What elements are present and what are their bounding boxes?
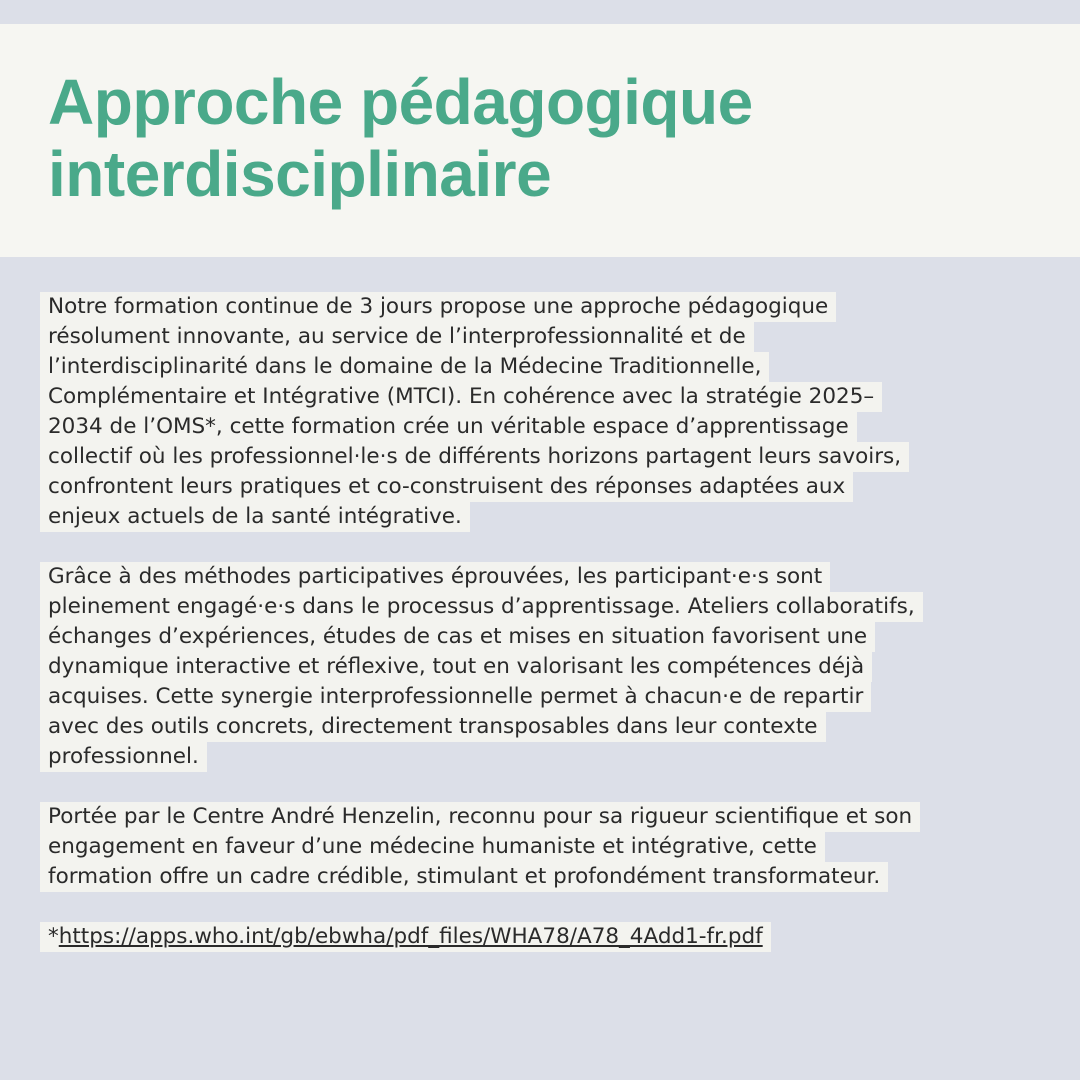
paragraph-line: l’interdisciplinarité dans le domaine de la Médecine Traditionnelle,	[40, 352, 769, 382]
body-text	[40, 292, 1040, 952]
paragraph-3	[40, 802, 1040, 892]
paragraph-line: résolument innovante, au service de l’interprofessionnalité et de	[40, 322, 754, 352]
paragraph-line: acquises. Cette synergie interprofessionnelle permet à chacun·e de repartir	[40, 682, 871, 712]
paragraph-line: échanges d’expériences, études de cas et mises en situation favorisent une	[40, 622, 875, 652]
paragraph-line: Grâce à des méthodes participatives éprouvées, les participant·e·s sont	[40, 562, 830, 592]
page-title	[48, 66, 753, 210]
paragraph-1	[40, 292, 1040, 532]
footnote	[40, 922, 771, 952]
paragraph-2	[40, 562, 1040, 772]
paragraph-line: confrontent leurs pratiques et co-construisent des réponses adaptées aux	[40, 472, 853, 502]
page-title-line-1: Approche pédagogique	[48, 66, 753, 138]
paragraph-line: enjeux actuels de la santé intégrative.	[40, 502, 470, 532]
paragraph-line: Portée par le Centre André Henzelin, reconnu pour sa rigueur scientifique et son	[40, 802, 920, 832]
paragraph-line: formation offre un cadre crédible, stimulant et profondément transformateur.	[40, 862, 888, 892]
page-title-line-2: interdisciplinaire	[48, 138, 552, 210]
paragraph-line: engagement en faveur d’une médecine humaniste et intégrative, cette	[40, 832, 825, 862]
paragraph-line: pleinement engagé·e·s dans le processus d’apprentissage. Ateliers collaboratifs,	[40, 592, 923, 622]
paragraph-line: collectif où les professionnel·le·s de différents horizons partagent leurs savoirs,	[40, 442, 909, 472]
paragraph-line: 2034 de l’OMS*, cette formation crée un véritable espace d’apprentissage	[40, 412, 857, 442]
paragraph-line: professionnel.	[40, 742, 207, 772]
paragraph-line: avec des outils concrets, directement transposables dans leur contexte	[40, 712, 826, 742]
paragraph-line: dynamique interactive et réflexive, tout en valorisant les compétences déjà	[40, 652, 872, 682]
paragraph-line: Complémentaire et Intégrative (MTCI). En cohérence avec la stratégie 2025–	[40, 382, 882, 412]
footnote-marker: *	[48, 924, 59, 949]
paragraph-line: Notre formation continue de 3 jours propose une approche pédagogique	[40, 292, 836, 322]
footnote-link[interactable]: https://apps.who.int/gb/ebwha/pdf_files/WHA78/A78_4Add1-fr.pdf	[58, 924, 763, 949]
